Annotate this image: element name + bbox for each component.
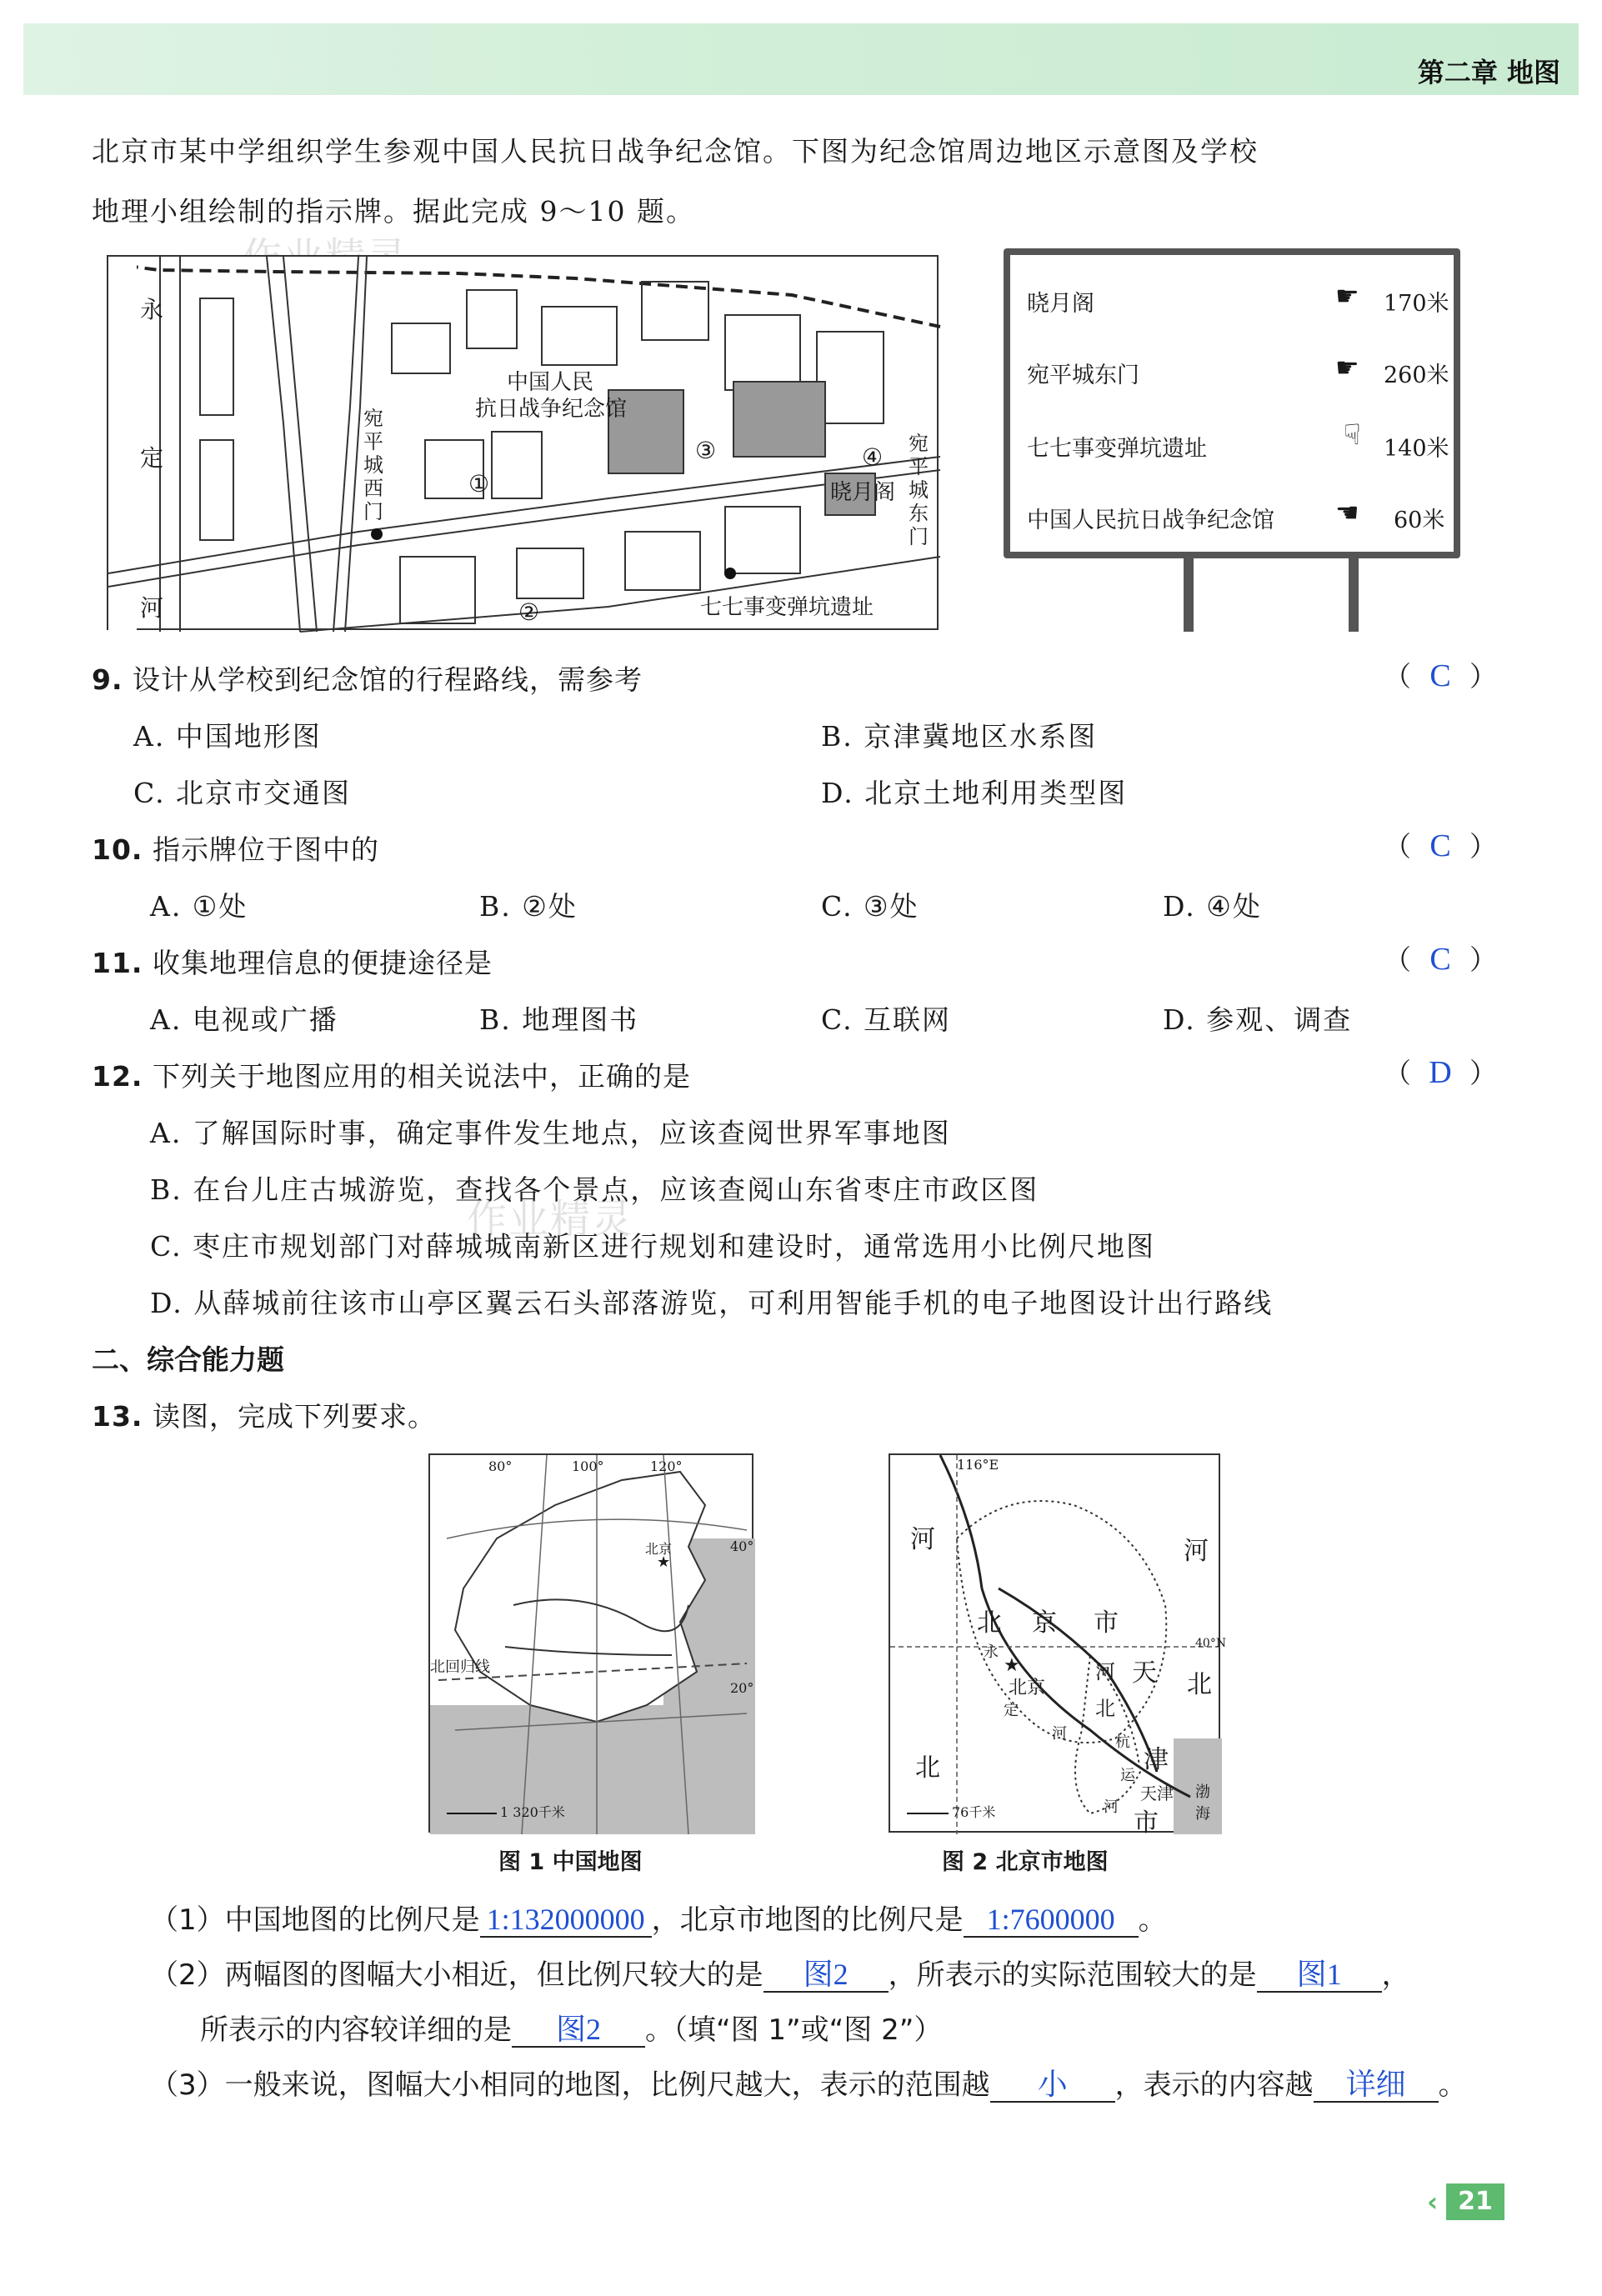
sign-row-4-name: 中国人民抗日战争纪念馆 xyxy=(1027,508,1274,533)
marker-2: ② xyxy=(518,598,540,626)
fig2-label-bei: 北 xyxy=(977,1608,1002,1638)
sub1-answer-1: 1:132000000 xyxy=(480,1903,652,1938)
fig1-lon-100: 100° xyxy=(572,1458,604,1474)
sign-row-4-distance: 60米 xyxy=(1394,508,1445,533)
beijing-map xyxy=(889,1453,1227,1838)
fig2-label-tianjin: 天津 xyxy=(1140,1783,1174,1803)
marker-4: ④ xyxy=(862,443,884,471)
crater-site-label: 七七事变弹坑遗址 xyxy=(700,595,874,620)
river-char-2: 定 xyxy=(140,444,164,472)
river-char-3: 河 xyxy=(140,594,164,622)
memorial-label-2: 抗日战争纪念馆 xyxy=(475,397,628,422)
answer-10: （ C ） xyxy=(1384,828,1497,863)
intro-line-2: 地理小组绘制的指示牌。据此完成 9～10 题。 xyxy=(92,195,695,228)
answer-11: （ C ） xyxy=(1384,942,1497,977)
fig2-label-bei-3: 北 xyxy=(1095,1697,1115,1720)
sub2-answer-2: 图1 xyxy=(1257,1958,1382,1993)
fig2-scale: 76千米 xyxy=(952,1804,996,1820)
fig2-label-yun: 运 xyxy=(1120,1767,1135,1784)
fig2-label-he-5: 河 xyxy=(1104,1798,1119,1816)
sign-row-3-name: 七七事变弹坑遗址 xyxy=(1027,436,1207,462)
question-10: 10. 指示牌位于图中的 xyxy=(92,833,379,866)
fig2-label-yong: 永 xyxy=(984,1643,999,1661)
fig1-scale: 1 320千米 xyxy=(500,1804,565,1820)
q9-option-d: D. 北京土地利用类型图 xyxy=(821,777,1128,809)
q12-option-c: C. 枣庄市规划部门对薛城城南新区进行规划和建设时，通常选用小比例尺地图 xyxy=(150,1230,1156,1263)
fig2-label-he-2: 河 xyxy=(1184,1537,1209,1566)
q11-option-b: B. 地理图书 xyxy=(479,1003,639,1036)
star-icon: ★ xyxy=(1004,1655,1020,1676)
tropic-label: 北回归线 xyxy=(430,1658,490,1676)
fig2-caption: 图 2 北京市地图 xyxy=(942,1849,1109,1875)
marker-1: ① xyxy=(468,470,490,498)
q11-option-c: C. 互联网 xyxy=(821,1003,952,1036)
fig2-label-hai: 海 xyxy=(1195,1805,1210,1823)
page-number: 21 xyxy=(1446,2183,1504,2220)
fig2-label-ding: 定 xyxy=(1004,1702,1019,1719)
q10-option-a: A. ①处 xyxy=(150,890,248,923)
fig2-label-he-3: 河 xyxy=(1095,1660,1115,1683)
question-12: 12. 下列关于地图应用的相关说法中，正确的是 xyxy=(92,1060,691,1093)
answer-9: （ C ） xyxy=(1384,658,1497,693)
q12-option-a: A. 了解国际时事，确定事件发生地点，应该查阅世界军事地图 xyxy=(150,1117,951,1149)
fig2-label-beijing: 北京 xyxy=(1009,1678,1046,1698)
sign-row-2-name: 宛平城东门 xyxy=(1027,363,1139,388)
fig2-label-bo: 渤 xyxy=(1195,1783,1210,1801)
fig1-lon-80: 80° xyxy=(488,1458,513,1474)
q9-option-a: A. 中国地形图 xyxy=(133,720,322,753)
fig2-label-hang: 杭 xyxy=(1115,1733,1130,1751)
memorial-label-1: 中国人民 xyxy=(507,370,594,395)
q10-option-c: C. ③处 xyxy=(821,890,919,923)
fig2-label-shi-2: 市 xyxy=(1134,1808,1159,1838)
sub2-answer-1: 图2 xyxy=(763,1958,889,1993)
sign-row-1-name: 晓月阁 xyxy=(1027,291,1094,317)
marker-3: ③ xyxy=(695,437,717,464)
q11-option-d: D. 参观、调查 xyxy=(1163,1003,1353,1036)
east-gate-label: 宛 平 城 东 门 xyxy=(909,432,929,548)
fig2-label-jin: 津 xyxy=(1144,1745,1169,1774)
china-map xyxy=(428,1453,753,1833)
xiaoyuege-label: 晓月阁 xyxy=(830,480,896,505)
signpost-right xyxy=(1349,558,1359,632)
sign-row-3-distance: 140米 xyxy=(1384,436,1449,462)
sub3-answer-2: 详细 xyxy=(1314,2068,1439,2103)
hand-down-icon: ☟ xyxy=(1344,418,1361,452)
signboard xyxy=(1004,248,1460,558)
hand-right-icon: ☛ xyxy=(1335,352,1359,383)
fig1-beijing-label: 北京 xyxy=(645,1541,673,1557)
intro-line-1: 北京市某中学组织学生参观中国人民抗日战争纪念馆。下图为纪念馆周边地区示意图及学校 xyxy=(92,135,1259,168)
fig2-label-he-1: 河 xyxy=(910,1525,935,1554)
fig1-lat-20: 20° xyxy=(730,1680,754,1696)
q12-option-b: B. 在台儿庄古城游览，查找各个景点，应该查阅山东省枣庄市政区图 xyxy=(150,1173,1039,1206)
question-13: 13. 读图，完成下列要求。 xyxy=(92,1400,436,1433)
fig2-label-he-4: 河 xyxy=(1052,1725,1067,1743)
fig2-label-bei-4: 北 xyxy=(915,1753,940,1783)
sub-question-2-line-2: 所表示的内容较详细的是 图2 。（填“图 1”或“图 2”） xyxy=(200,2013,943,2047)
fig2-label-jing: 京 xyxy=(1032,1608,1057,1638)
q12-option-d: D. 从薛城前往该市山亭区翼云石头部落游览，可利用智能手机的电子地图设计出行路线 xyxy=(150,1287,1274,1319)
fig2-label-bei-2: 北 xyxy=(1187,1670,1212,1699)
fig2-lon-label: 116°E xyxy=(957,1457,999,1473)
q10-option-d: D. ④处 xyxy=(1163,890,1262,923)
chevron-left-icon: ‹ xyxy=(1427,2186,1439,2218)
q9-option-c: C. 北京市交通图 xyxy=(133,777,352,809)
watermark-2: 作业精灵 xyxy=(467,1196,634,1243)
sub1-answer-2: 1:7600000 xyxy=(964,1903,1139,1938)
sign-row-1-distance: 170米 xyxy=(1384,291,1449,317)
q10-option-b: B. ②处 xyxy=(479,890,578,923)
section-title: 二、综合能力题 xyxy=(92,1343,284,1376)
hand-left-icon: ☚ xyxy=(1335,497,1359,528)
sign-row-2-distance: 260米 xyxy=(1384,363,1449,388)
sub3-answer-1: 小 xyxy=(990,2068,1115,2103)
sub-question-3: （3）一般来说，图幅大小相同的地图，比例尺越大，表示的范围越 小 ，表示的内容越 详细 。 xyxy=(150,2068,1467,2102)
star-icon: ★ xyxy=(657,1553,671,1571)
fig1-lat-40: 40° xyxy=(730,1538,754,1554)
china-map-drawing xyxy=(430,1455,755,1834)
sub-question-2: （2）两幅图的图幅大小相近，但比例尺较大的是 图2 ，所表示的实际范围较大的是 图1 ， xyxy=(150,1958,1410,1992)
river-char-1: 永 xyxy=(140,296,164,323)
question-11: 11. 收集地理信息的便捷途径是 xyxy=(92,947,493,979)
sub-question-1: （1）中国地图的比例尺是 1:132000000 ，北京市地图的比例尺是 1:7600000 。 xyxy=(150,1903,1167,1937)
fig2-label-tian: 天 xyxy=(1132,1658,1157,1688)
fig2-lat-label: 40°N xyxy=(1195,1637,1227,1650)
fig1-lon-120: 120° xyxy=(650,1458,683,1474)
street-map-drawing xyxy=(108,257,940,632)
header-band xyxy=(23,23,1579,95)
answer-12: （ D ） xyxy=(1384,1055,1497,1090)
chapter-title: 第二章 地图 xyxy=(1417,57,1560,88)
street-map xyxy=(107,255,939,630)
fig1-caption: 图 1 中国地图 xyxy=(498,1849,643,1875)
fig2-label-shi: 市 xyxy=(1094,1608,1119,1638)
hand-right-icon: ☛ xyxy=(1335,280,1359,312)
signpost-left xyxy=(1184,558,1194,632)
question-9: 9. 设计从学校到纪念馆的行程路线，需参考 xyxy=(92,663,643,696)
sub2-answer-3: 图2 xyxy=(512,2013,645,2048)
q9-option-b: B. 京津冀地区水系图 xyxy=(821,720,1098,753)
q11-option-a: A. 电视或广播 xyxy=(150,1003,338,1036)
west-gate-label: 宛 平 城 西 门 xyxy=(363,407,383,523)
